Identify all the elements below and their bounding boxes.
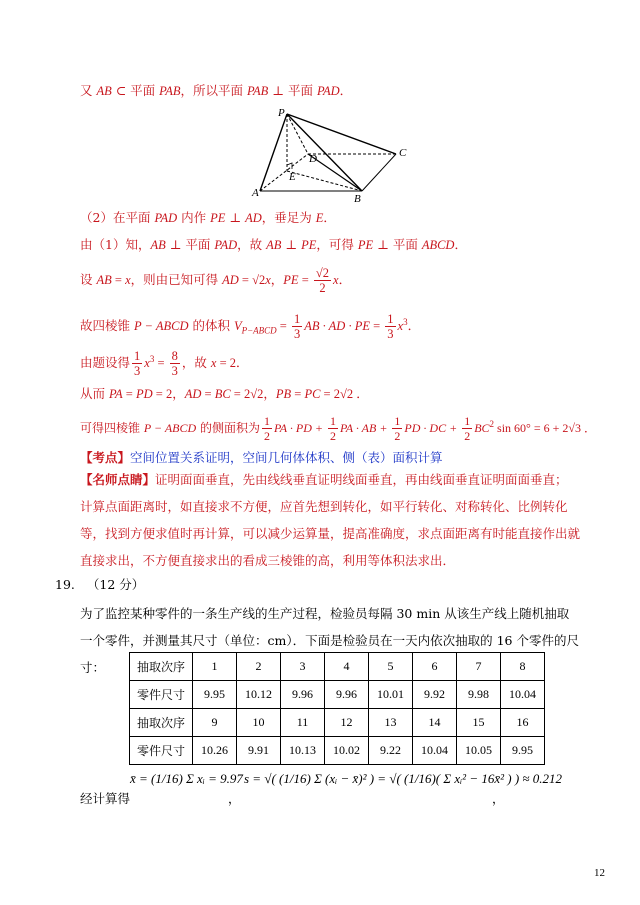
- key-point-text: 空间位置关系证明，空间几何体体积、侧（表）面积计算: [130, 450, 443, 465]
- figure-label-e: E: [289, 171, 296, 183]
- solution-line-2: （2）在平面 PAD 内作 PE ⊥ AD，垂足为 E．: [80, 210, 336, 225]
- teacher-tip-label: 【名师点睛】: [80, 472, 156, 487]
- teacher-tip-paragraph: [80, 466, 580, 574]
- calc-end: ，: [492, 791, 505, 806]
- solution-line-1: 又 AB ⊂ 平面 PAB，所以平面 PAB ⊥ 平面 PAD．: [80, 83, 353, 98]
- figure-label-b: B: [354, 193, 361, 204]
- question-19-header: [55, 576, 144, 594]
- table-row: 抽取次序 1 2 3 4 5 6 7 8: [130, 653, 545, 681]
- key-point-label: 【考点】: [80, 450, 131, 465]
- solution-line-8: 可得四棱锥 P − ABCD 的侧面积为 $\frac{1}{2}$ PA · PD + $\frac{1}{2}$ PA · AB + $\frac{1}{2}$ PD · DC + $\frac{1}{2}$ $BC^2$ sin 60° = 6 + 2√3 ．: [80, 414, 596, 443]
- solution-line-3: 由（1）知，AB ⊥ 平面 PAD，故 AB ⊥ PE，可得 PE ⊥ 平面 ABCD．: [80, 237, 467, 252]
- solution-line-7: 从而 PA = PD = 2，AD = BC = 2√2，PB = PC = 2√2 ．: [80, 386, 369, 401]
- calc-separator: ，: [228, 791, 241, 806]
- figure-label-d: D: [309, 153, 317, 165]
- figure-label-c: C: [399, 147, 407, 159]
- question-19-text: 为了监控某种零件的一条生产线的生产过程，检验员每隔 30 min 从该生产线上随机抽取一个零件，并测量其尺寸（单位：cm）．下面是检验员在一天内依次抽取的 16 个零件的尺寸：: [80, 606, 579, 675]
- table-row: 零件尺寸 10.26 9.91 10.13 10.02 9.22 10.04 10.05 9.95: [130, 737, 545, 765]
- figure-label-a: A: [252, 187, 259, 199]
- page-number: 12: [594, 867, 605, 879]
- calc-mean-formula: x̄ = (1/16) Σ xᵢ = 9.97: [130, 771, 243, 786]
- solution-line-5: 故四棱锥 P − ABCD 的体积 $V_{P-ABCD}$ = $\frac{1}{3}$ AB · AD · PE = $\frac{1}{3}$ $x^3$．: [80, 312, 421, 341]
- question-points: （12 分）: [86, 577, 145, 592]
- pyramid-figure: [250, 104, 420, 204]
- solution-line-4: 设 AB = x，则由已知可得 AD = √2x，PE = $\frac{√2}{2}$ x．: [80, 266, 352, 295]
- calc-std-formula: s = √( (1/16) Σ (xᵢ − x̄)² ) = √( (1/16)( Σ xᵢ² − 16x̄² ) ) ≈ 0.212: [244, 771, 563, 786]
- teacher-tip-text: 证明面面垂直，先由线线垂直证明线面垂直，再由线面垂直证明面面垂直；计算点面距离时，如直接求不方便，应首先想到转化，如平行转化、对称转化、比例转化等，找到方便求值时再计算，可以减少运算量，提高准确度，求点面距离有时能直接作出就直接求出，不方便直接求出的看成三棱锥的高，利用等体积法求出．: [80, 472, 581, 568]
- calc-prefix: 经计算得: [80, 791, 131, 806]
- table-row: 抽取次序 9 10 11 12 13 14 15 16: [130, 709, 545, 737]
- table-row: 零件尺寸 9.95 10.12 9.96 9.96 10.01 9.92 9.98 10.04: [130, 681, 545, 709]
- figure-label-p: P: [278, 107, 285, 119]
- question-number: 19.: [55, 577, 75, 592]
- solution-line-6: 由题设得 $\frac{1}{3}$ $x^3$ = $\frac{8}{3}$ ，故 x = 2．: [80, 349, 249, 378]
- key-point-line: [80, 449, 443, 467]
- part-size-table: [129, 652, 545, 765]
